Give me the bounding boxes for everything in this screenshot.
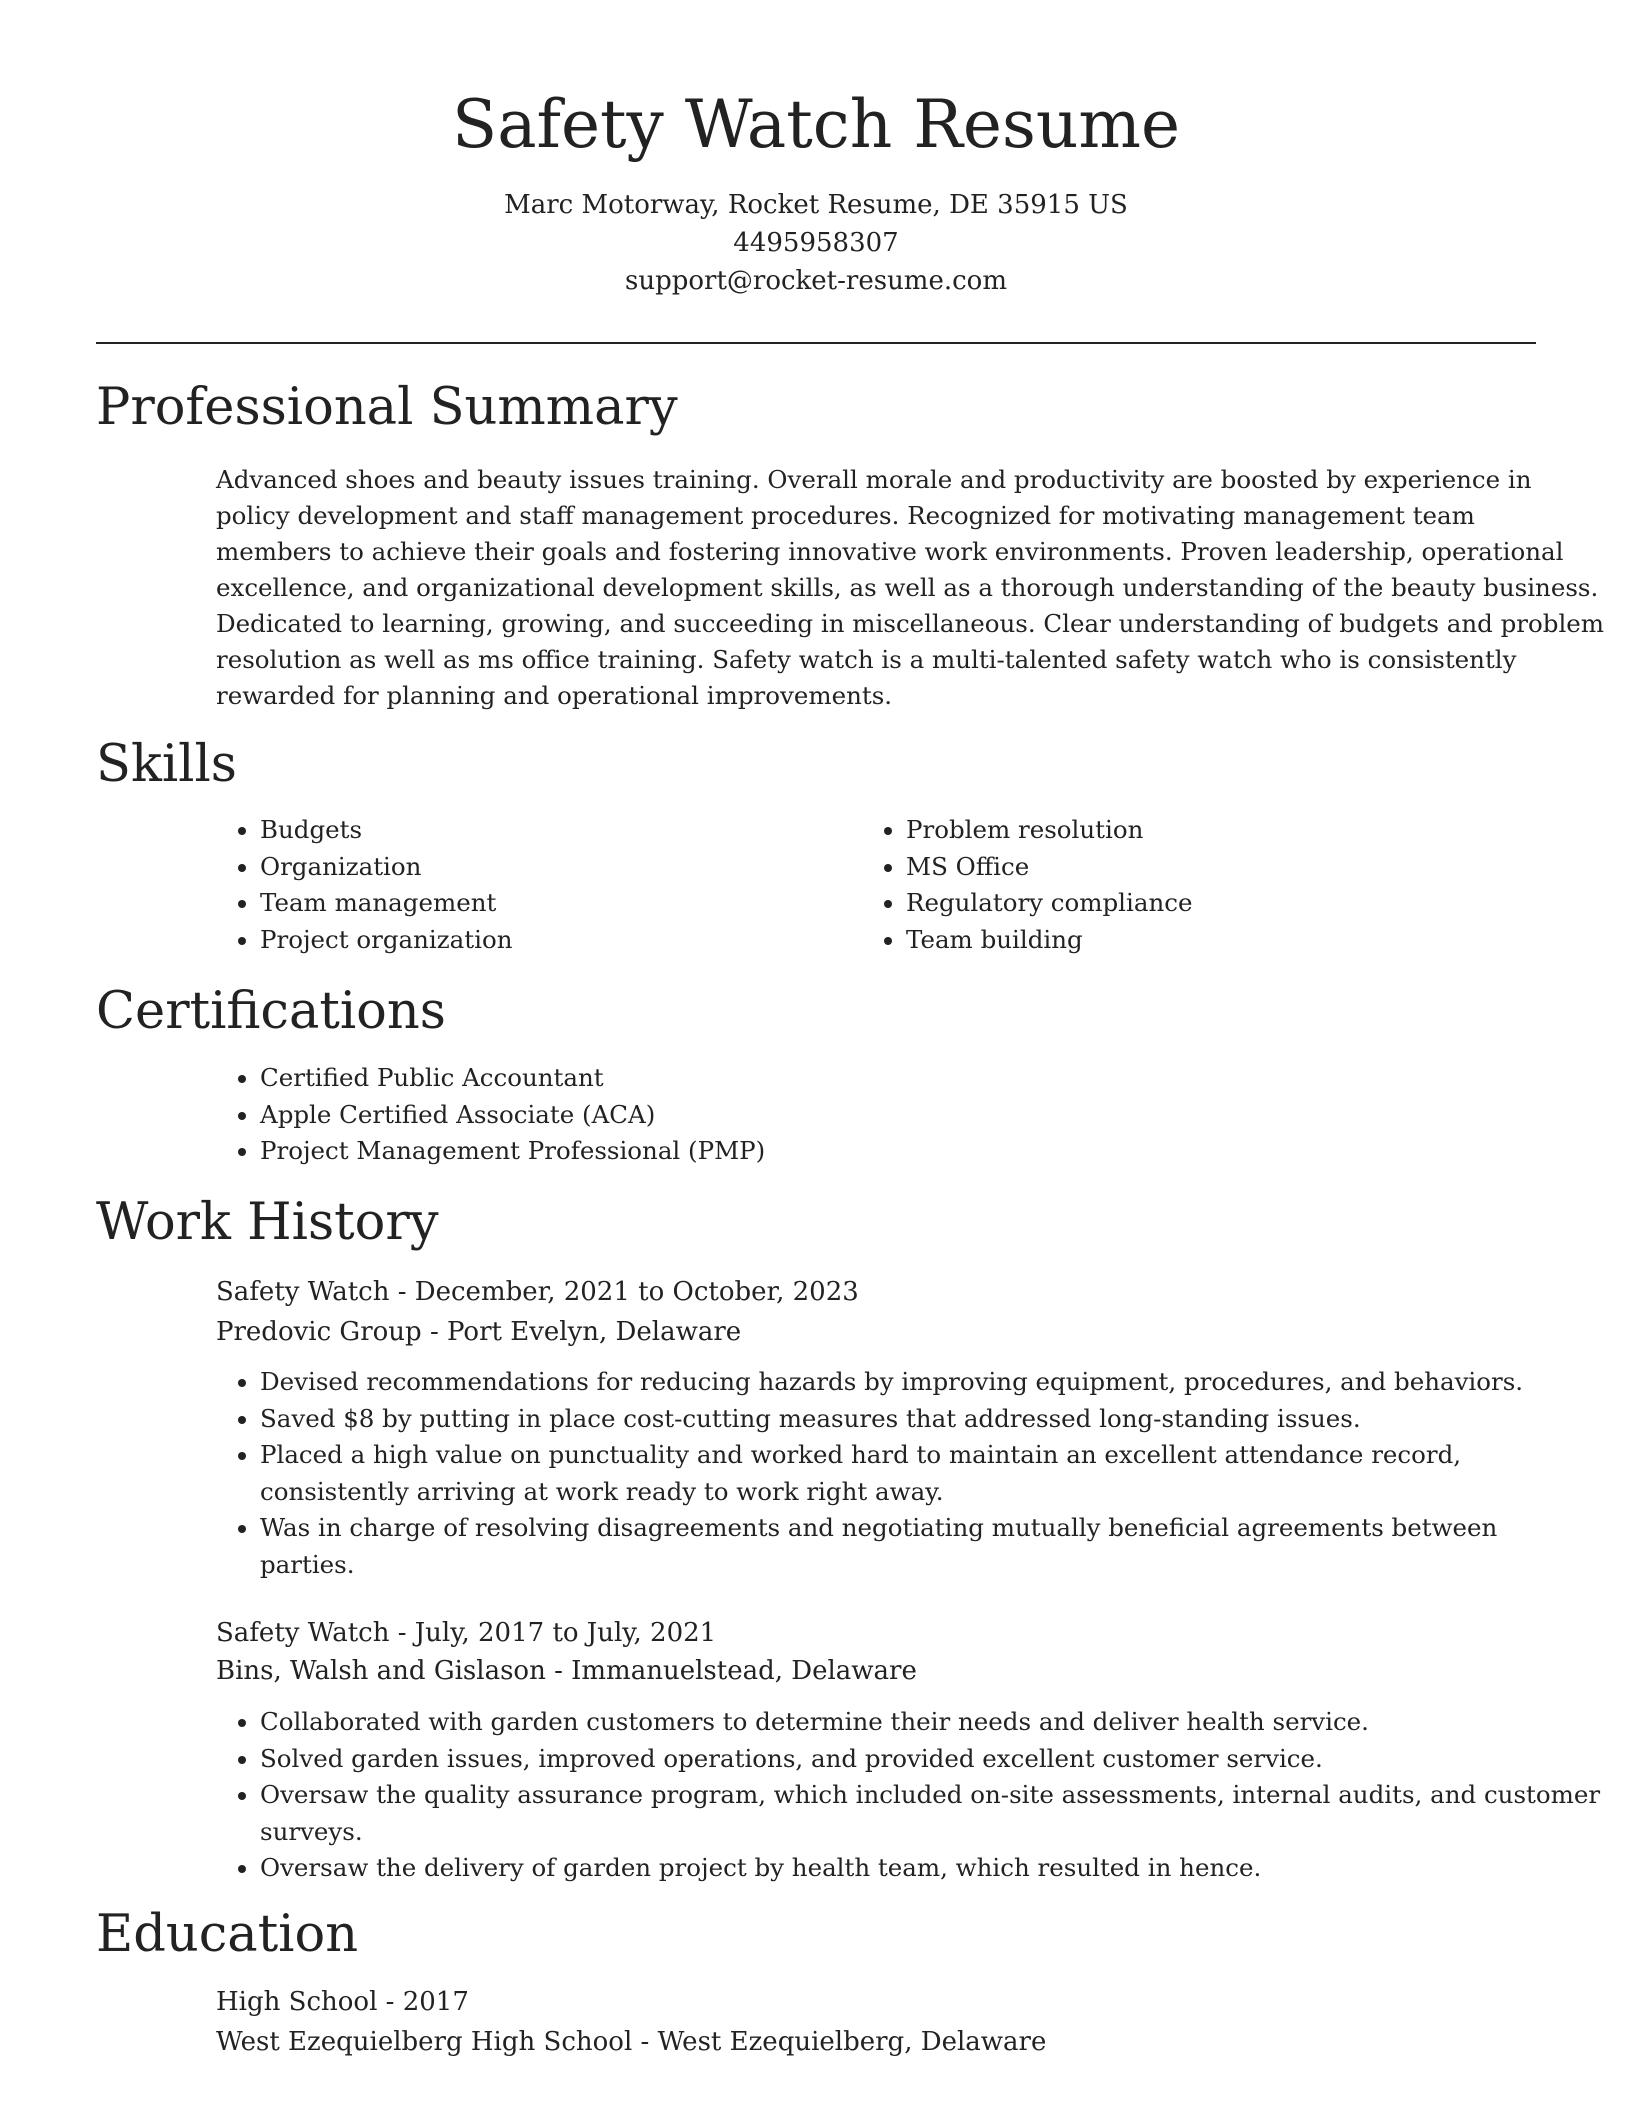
skill-item: • Problem resolution — [906, 812, 1506, 849]
certification-item: • Certified Public Accountant — [260, 1060, 1460, 1097]
summary-heading: Professional Summary — [96, 378, 678, 437]
education-heading: Education — [96, 1905, 359, 1964]
job-duty-line: • Oversaw the quality assurance program, which included on-site assessments, internal audits, and customer — [260, 1780, 1601, 1809]
job-duties-list — [216, 1704, 1600, 1887]
certifications-list — [216, 1060, 1460, 1170]
skills-heading: Skills — [96, 735, 237, 794]
job-duty-item — [260, 1741, 1600, 1778]
education-degree-year: High School - 2017 — [216, 1987, 469, 2017]
job-company-location: Predovic Group - Port Evelyn, Delaware — [216, 1317, 742, 1347]
resume-title: Safety Watch Resume — [451, 86, 1181, 163]
skill-item: • Budgets — [260, 812, 820, 849]
job-duty-line: • Solved garden issues, improved operations, and provided excellent customer service. — [260, 1743, 1323, 1773]
job-duty-line: • Placed a high value on punctuality and worked hard to maintain an excellent attendance record, — [260, 1440, 1462, 1469]
header-divider — [96, 342, 1536, 344]
job-duty-item — [260, 1777, 1600, 1850]
resume-header — [0, 80, 1632, 300]
work-history-heading: Work History — [96, 1193, 439, 1252]
skills-list-right — [862, 812, 1506, 958]
skill-item: • MS Office — [906, 849, 1506, 886]
summary-line: policy development and staff management procedures. Recognized for motivating management team — [216, 501, 1475, 530]
job-duty-line: • Was in charge of resolving disagreements and negotiating mutually beneficial agreements between — [260, 1513, 1498, 1542]
skill-item: • Regulatory compliance — [906, 885, 1506, 922]
summary-paragraph — [216, 462, 1605, 714]
summary-line: rewarded for planning and operational improvements. — [216, 681, 893, 710]
skill-item: • Project organization — [260, 922, 820, 959]
contact-address: Marc Motorway, Rocket Resume, DE 35915 US — [504, 190, 1128, 220]
job-duty-item — [260, 1437, 1600, 1510]
certification-item: • Project Management Professional (PMP) — [260, 1133, 1460, 1170]
job-title-dates: Safety Watch - July, 2017 to July, 2021 — [216, 1618, 717, 1648]
job-duty-line: parties. — [260, 1549, 355, 1579]
skills-list-left — [216, 812, 820, 958]
skill-item: • Team building — [906, 922, 1506, 959]
education-school-location: West Ezequielberg High School - West Ezequielberg, Delaware — [216, 2027, 1047, 2057]
job-duty-line: consistently arriving at work ready to work right away. — [260, 1476, 944, 1506]
job-duties-list — [216, 1364, 1600, 1583]
job-duty-item — [260, 1364, 1600, 1401]
job-duty-item — [260, 1510, 1600, 1583]
contact-phone: 4495958307 — [733, 228, 899, 258]
certifications-heading: Certifications — [96, 982, 446, 1041]
summary-line: Dedicated to learning, growing, and succeeding in miscellaneous. Clear understanding of budgets and problem — [216, 609, 1605, 638]
job-duty-line: • Saved $8 by putting in place cost-cutting measures that addressed long-standing issues. — [260, 1403, 1361, 1433]
summary-line: excellence, and organizational development skills, as well as a thorough understanding of the beauty business. — [216, 573, 1599, 602]
job-duty-line: • Oversaw the delivery of garden project by health team, which resulted in hence. — [260, 1853, 1262, 1882]
job-title-dates: Safety Watch - December, 2021 to October, 2023 — [216, 1277, 859, 1307]
contact-info — [0, 186, 1632, 300]
contact-email: support@rocket-resume.com — [624, 266, 1007, 296]
skill-item: • Team management — [260, 885, 820, 922]
job-duty-item — [260, 1401, 1600, 1438]
skill-item: • Organization — [260, 849, 820, 886]
summary-line: members to achieve their goals and fostering innovative work environments. Proven leadership, operational — [216, 537, 1564, 566]
job-duty-item — [260, 1850, 1600, 1887]
summary-line: Advanced shoes and beauty issues training. Overall morale and productivity are boosted by experience in — [216, 465, 1532, 494]
job-duty-line: • Devised recommendations for reducing hazards by improving equipment, procedures, and behaviors. — [260, 1367, 1524, 1396]
job-duty-line: surveys. — [260, 1816, 363, 1846]
job-duty-item — [260, 1704, 1600, 1741]
job-company-location: Bins, Walsh and Gislason - Immanuelstead, Delaware — [216, 1656, 917, 1686]
summary-line: resolution as well as ms office training. Safety watch is a multi-talented safety watch who is consistently — [216, 645, 1517, 674]
certification-item: • Apple Certified Associate (ACA) — [260, 1097, 1460, 1134]
job-duty-line: • Collaborated with garden customers to determine their needs and deliver health service. — [260, 1707, 1369, 1736]
